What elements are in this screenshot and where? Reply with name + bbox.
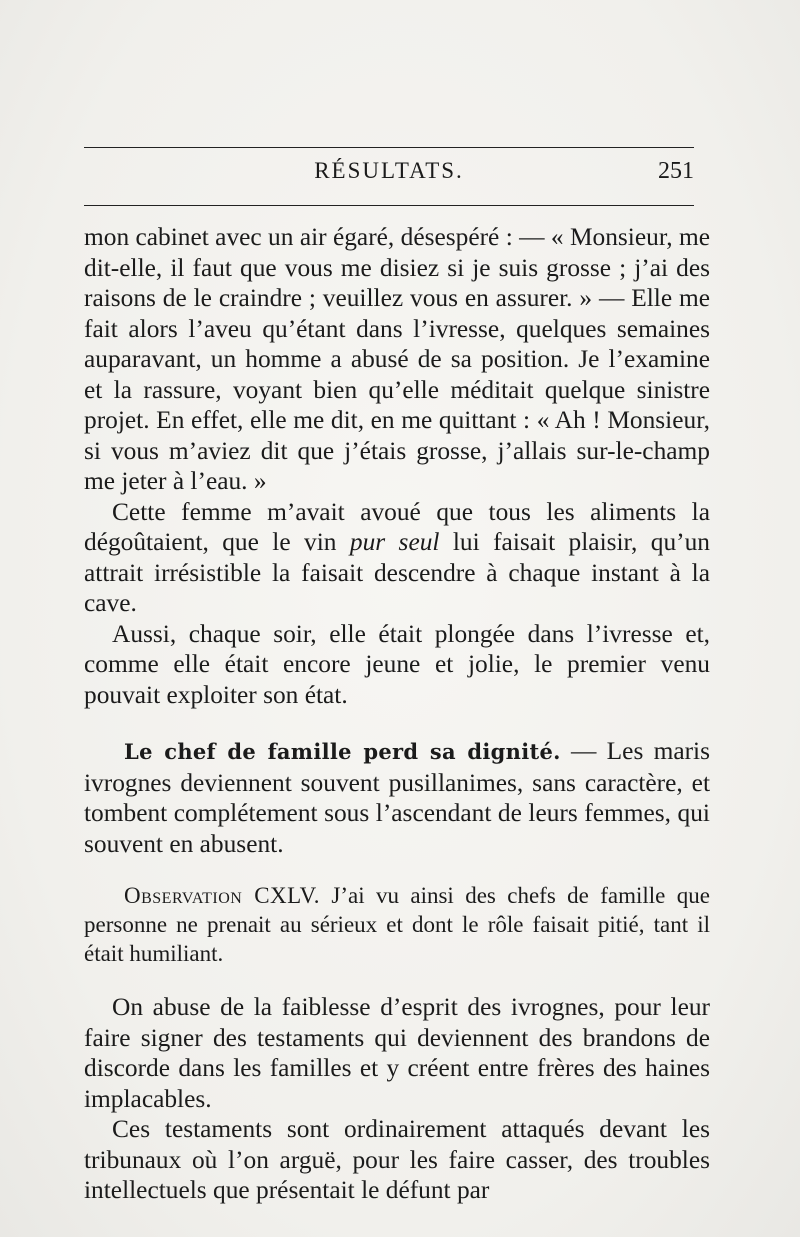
page-header — [84, 158, 694, 192]
section-heading: Le chef de famille perd sa dignité. — [124, 739, 561, 764]
paragraph-evening: Aussi, chaque soir, elle était plongée dans l’ivresse et, comme elle était encore jeune et jolie, le premier venu pouvait exploiter son état. — [84, 619, 710, 709]
section-text: — Les maris ivrognes deviennent souvent pusillanimes, sans caractère, et tombent complétement sous l’ascendant de leurs femmes, qui souvent en abusent. — [84, 737, 710, 858]
observation-label: Observation CXLV. — [124, 883, 320, 908]
observation-paragraph — [84, 881, 710, 968]
paragraph-wine-text-1: Cette femme m’avait avoué que tous les aliments la dégoûtaient, que le vin — [84, 497, 710, 556]
paragraph-tribunaux: Ces testaments sont ordinairement attaqués devant les tribunaux où l’on arguë, pour les faire casser, des troubles intellectuels que présentait le défunt par — [84, 1115, 710, 1204]
body-text — [84, 222, 710, 1206]
section-paragraph — [84, 736, 710, 859]
paragraph-testaments: On abuse de la faiblesse d’esprit des ivrognes, pour leur faire signer des testaments qui deviennent des brandons de discorde dans les familles et y créent entre frères des haines implacables. — [84, 993, 710, 1113]
paragraph-wine-italic: pur seul — [349, 528, 440, 556]
paragraph-wine — [84, 497, 710, 619]
header-rule-bottom — [84, 205, 694, 206]
paragraph-wine-text-2: lui faisait plaisir, qu’un attrait irrésistible la faisait descendre à chaque instant à la cave. — [84, 528, 710, 617]
running-title: RÉSULTATS. — [314, 158, 464, 183]
page-number: 251 — [658, 158, 694, 184]
observation-text: J’ai vu ainsi des chefs de famille que personne ne prenait au sérieux et dont le rôle faisait pitié, tant il était humiliant. — [84, 883, 710, 966]
header-rule-top — [84, 147, 694, 148]
paragraph-continuation: mon cabinet avec un air égaré, désespéré : — « Monsieur, me dit-elle, il faut que vous me disiez si je suis grosse ; j’ai des raisons de le craindre ; veuillez vous en assurer. » — Elle me fait alors l’aveu qu’étant dans l’ivresse, quelques semaines auparavant, un homme a abusé de sa position. Je l’examine et la rassure, voyant bien qu’elle méditait quelque sinistre projet. En effet, elle me dit, en me quittant : « Ah ! Monsieur, si vous m’aviez dit que j’étais grosse, j’allais sur-le-champ me jeter à l’eau. » — [84, 223, 710, 495]
